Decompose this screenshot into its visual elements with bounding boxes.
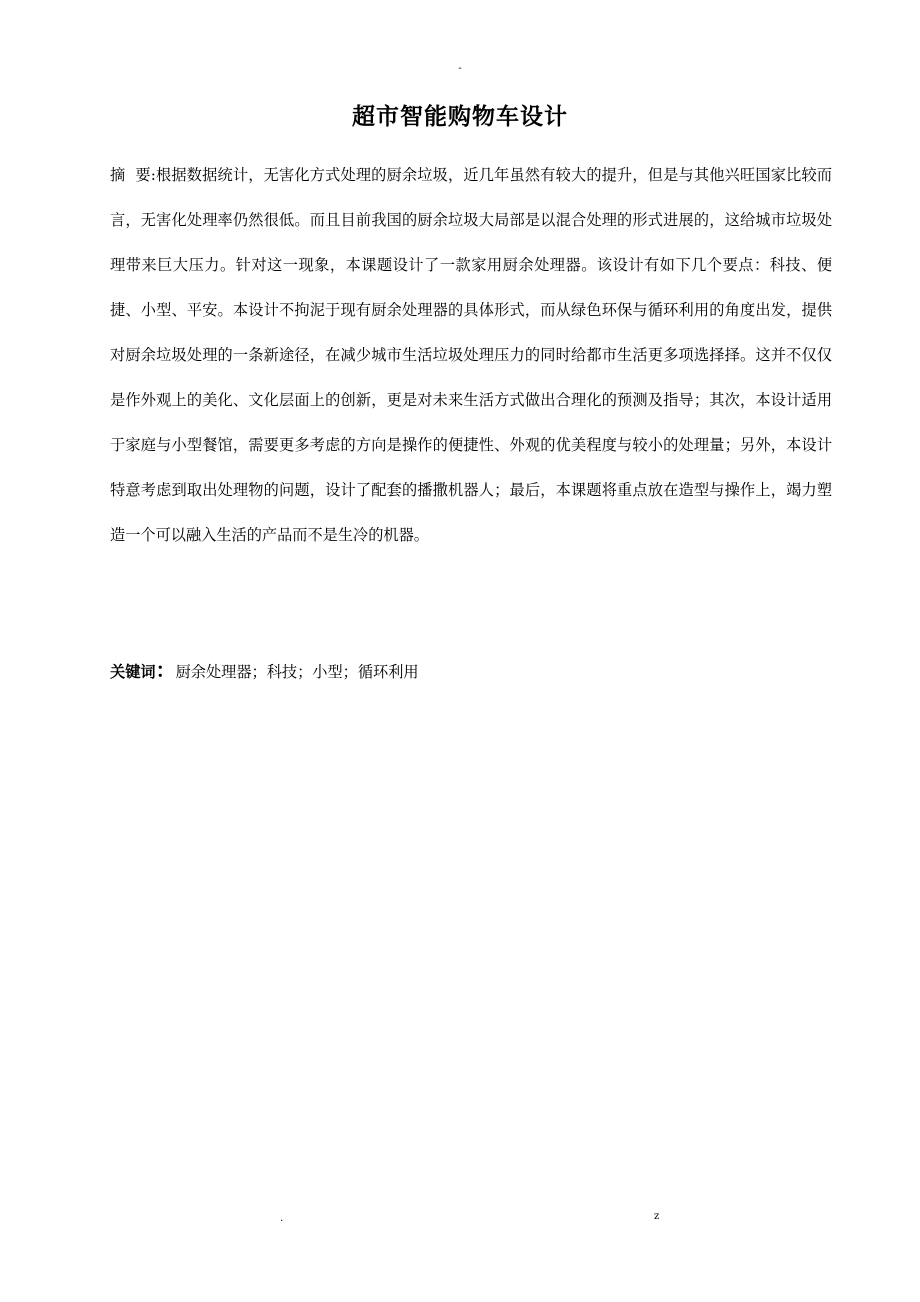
abstract-label: 摘 要: bbox=[110, 166, 156, 184]
abstract-text: 根据数据统计，无害化方式处理的厨余垃圾，近几年虽然有较大的提升，但是与其他兴旺国家比较而言，无害化处理率仍然很低。而且目前我国的厨余垃圾大局部是以混合处理的形式进展的，这给城市垃圾处理带来巨大压力。针对这一现象，本课题设计了一款家用厨余处理器。该设计有如下几个要点：科技、便捷、小型、平安。本设计不拘泥于现有厨余处理器的具体形式，而从绿色环保与循环利用的角度出发，提供对厨余垃圾处理的一条新途径，在减少城市生活垃圾处理压力的同时给都市生活更多项选择择。这并不仅仅是作外观上的美化、文化层面上的创新，更是对未来生活方式做出合理化的预测及指导；其次，本设计适用于家庭与小型餐馆，需要更多考虑的方向是操作的便捷性、外观的优美程度与较小的处理量；另外，本设计特意考虑到取出处理物的问题，设计了配套的播撒机器人；最后，本课题将重点放在造型与操作上，竭力塑造一个可以融入生活的产品而不是生冷的机器。 bbox=[110, 166, 833, 544]
page-footer-left-mark: . bbox=[280, 1213, 284, 1224]
keywords-text: 厨余处理器；科技；小型；循环利用 bbox=[175, 663, 419, 681]
keywords-line bbox=[110, 653, 832, 689]
keywords-label: 关键词 bbox=[110, 663, 156, 681]
document-title: 超市智能购物车设计 bbox=[352, 104, 568, 130]
page-footer-right-mark: z bbox=[654, 1211, 660, 1222]
keywords-colon: ： bbox=[155, 658, 176, 682]
page-header-mark: - bbox=[458, 63, 462, 74]
abstract-paragraph bbox=[110, 153, 832, 558]
